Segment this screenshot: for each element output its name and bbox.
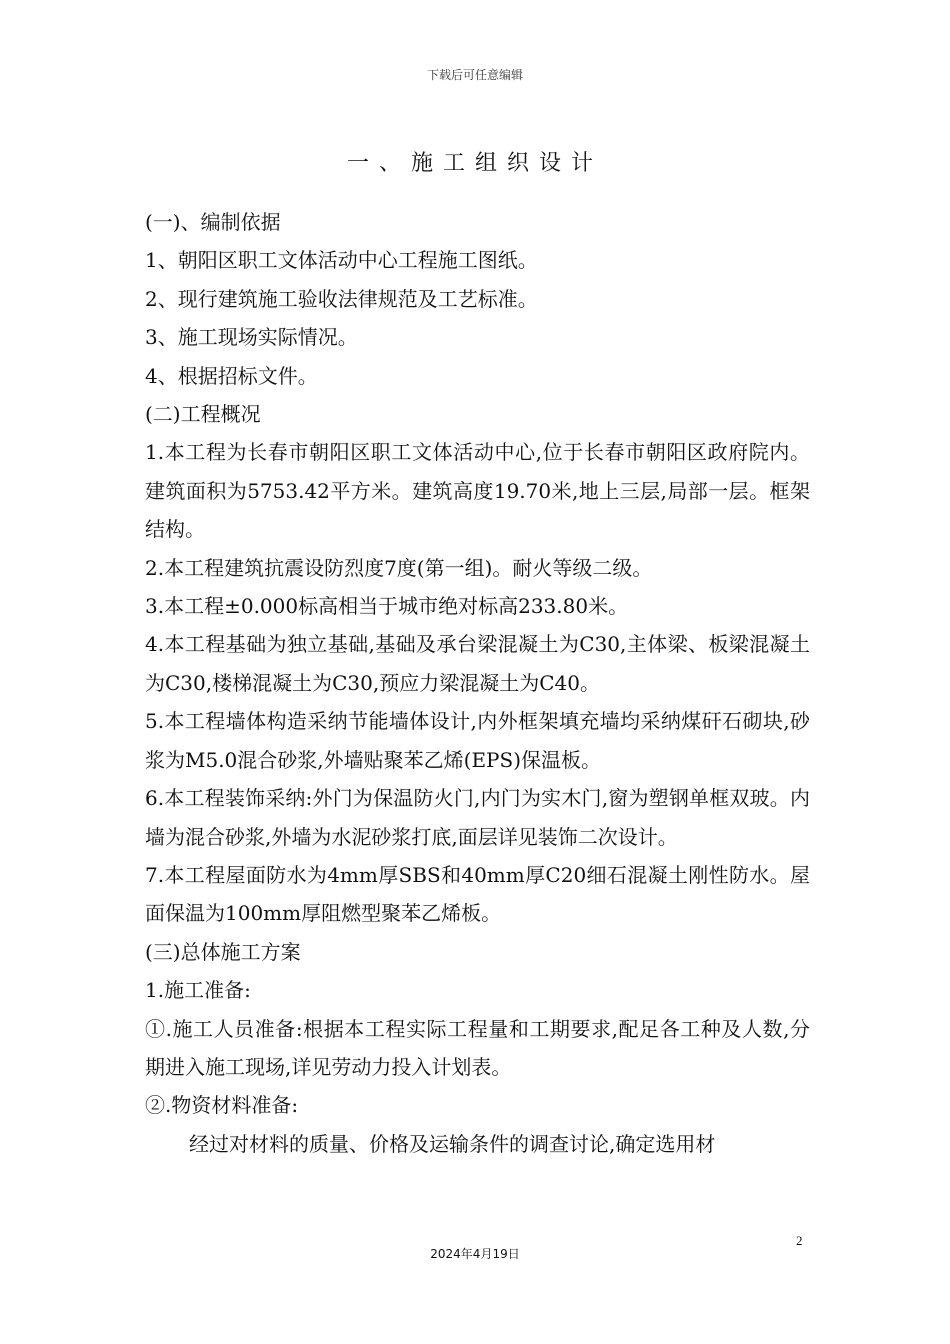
document-title: 一、施工组织设计 — [346, 151, 603, 176]
plan-subitem-materials: ②.物资材料准备: — [145, 1093, 299, 1118]
basis-item-1: 1、朝阳区职工文体活动中心工程施工图纸。 — [145, 248, 538, 273]
basis-item-2: 2、现行建筑施工验收法律规范及工艺标准。 — [145, 286, 538, 311]
page-number: 2 — [796, 1233, 803, 1248]
plan-item-1: 1.施工准备: — [145, 978, 251, 1003]
section-heading-plan: (三)总体施工方案 — [145, 939, 301, 964]
basis-item-4: 4、根据招标文件。 — [145, 363, 318, 388]
overview-item-7: 7.本工程屋面防水为4mm厚SBS和40mm厚C20细石混凝土刚性防水。屋面保温为100mm厚阻燃型聚苯乙烯板。 — [145, 862, 810, 926]
page-header-note: 下载后可任意编辑 — [426, 68, 523, 82]
overview-item-4: 4.本工程基础为独立基础,基础及承台梁混凝土为C30,主体梁、板梁混凝土为C30,楼梯混凝土为C30,预应力梁混凝土为C40。 — [145, 632, 810, 695]
overview-item-6: 6.本工程装饰采纳:外门为保温防火门,内门为实木门,窗为塑钢单框双玻。内墙为混合砂浆,外墙为水泥砂浆打底,面层详见装饰二次设计。 — [145, 786, 810, 849]
overview-item-3: 3.本工程±0.000标高相当于城市绝对标高233.80米。 — [145, 594, 629, 619]
document-body — [145, 203, 810, 1163]
footer-date: 2024年4月19日 — [430, 1247, 520, 1261]
section-heading-overview: (二)工程概况 — [145, 402, 261, 427]
overview-item-5: 5.本工程墙体构造采纳节能墙体设计,内外框架填充墙均采纳煤矸石砌块,砂浆为M5.0混合砂浆,外墙贴聚苯乙烯(EPS)保温板。 — [145, 709, 810, 772]
overview-item-1: 1.本工程为长春市朝阳区职工文体活动中心,位于长春市朝阳区政府院内。建筑面积为5753.42平方米。建筑高度19.70米,地上三层,局部一层。框架结构。 — [145, 440, 810, 542]
overview-item-2: 2.本工程建筑抗震设防烈度7度(第一组)。耐火等级二级。 — [145, 555, 653, 580]
plan-subitem-personnel: ①.施工人员准备:根据本工程实际工程量和工期要求,配足各工种及人数,分期进入施工现场,详见劳动力投入计划表。 — [145, 1016, 810, 1079]
section-heading-basis: (一)、编制依据 — [145, 210, 281, 234]
materials-paragraph: 经过对材料的质量、价格及运输条件的调查讨论,确定选用材 — [189, 1131, 716, 1156]
basis-item-3: 3、施工现场实际情况。 — [145, 325, 358, 350]
